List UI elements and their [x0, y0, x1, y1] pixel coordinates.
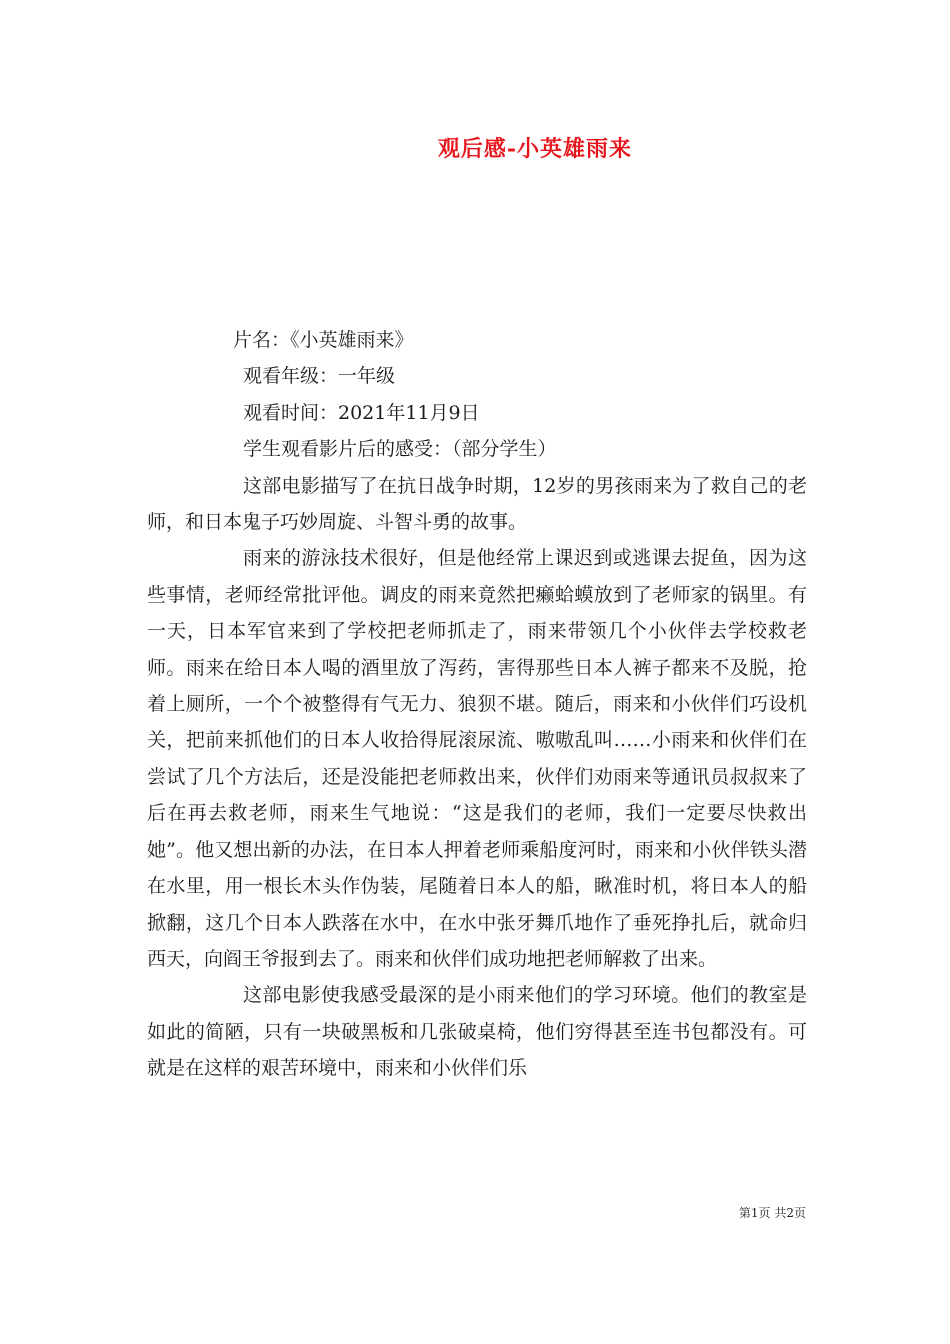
page-footer: 第1页 共2页 [738, 1206, 806, 1220]
intro-line: 学生观看影片后的感受：（部分学生） [243, 438, 557, 461]
paragraph-3: 这部电影使我感受最深的是小雨来他们的学习环境。他们的教室是如此的简陋，只有一块破黑板和几张破桌椅，他们穷得甚至连书包都没有。可就是在这样的艰苦环境中，雨来和小伙伴们乐 [147, 984, 807, 1080]
date-line: 观看时间：2021年11月9日 [243, 401, 480, 424]
paragraph-1: 这部电影描写了在抗日战争时期，12岁的男孩雨来为了救自己的老师，和日本鬼子巧妙周旋、斗智斗勇的故事。 [147, 474, 807, 534]
document-body [147, 322, 807, 1087]
paragraph-2: 雨来的游泳技术很好，但是他经常上课迟到或逃课去捉鱼，因为这些事情，老师经常批评他。调皮的雨来竟然把癞蛤蟆放到了老师家的锅里。有一天，日本军官来到了学校把老师抓走了，雨来带领几个小伙伴去学校救老师。雨来在给日本人喝的酒里放了泻药，害得那些日本人裤子都来不及脱，抢着上厕所，一个个被整得有气无力、狼狈不堪。随后，雨来和小伙伴们巧设机关，把前来抓他们的日本人收拾得屁滚尿流、嗷嗷乱叫……小雨来和伙伴们在尝试了几个方法后，还是没能把老师救出来，伙伴们劝雨来等通讯员叔叔来了后在再去救老师，雨来生气地说：“这是我们的老师，我们一定要尽快救出她”。他又想出新的办法，在日本人押着老师乘船度河时，雨来和小伙伴铁头潜在水里，用一根长木头作伪装，尾随着日本人的船，瞅准时机，将日本人的船掀翻，这几个日本人跌落在水中，在水中张牙舞爪地作了垂死挣扎后，就命归西天，向阎王爷报到去了。雨来和伙伴们成功地把老师解救了出来。 [147, 547, 807, 970]
document-title: 观后感-小英雄雨来 [437, 136, 633, 162]
grade-line: 观看年级：一年级 [243, 365, 396, 388]
film-name-line: 片名：《小英雄雨来》 [233, 329, 414, 351]
